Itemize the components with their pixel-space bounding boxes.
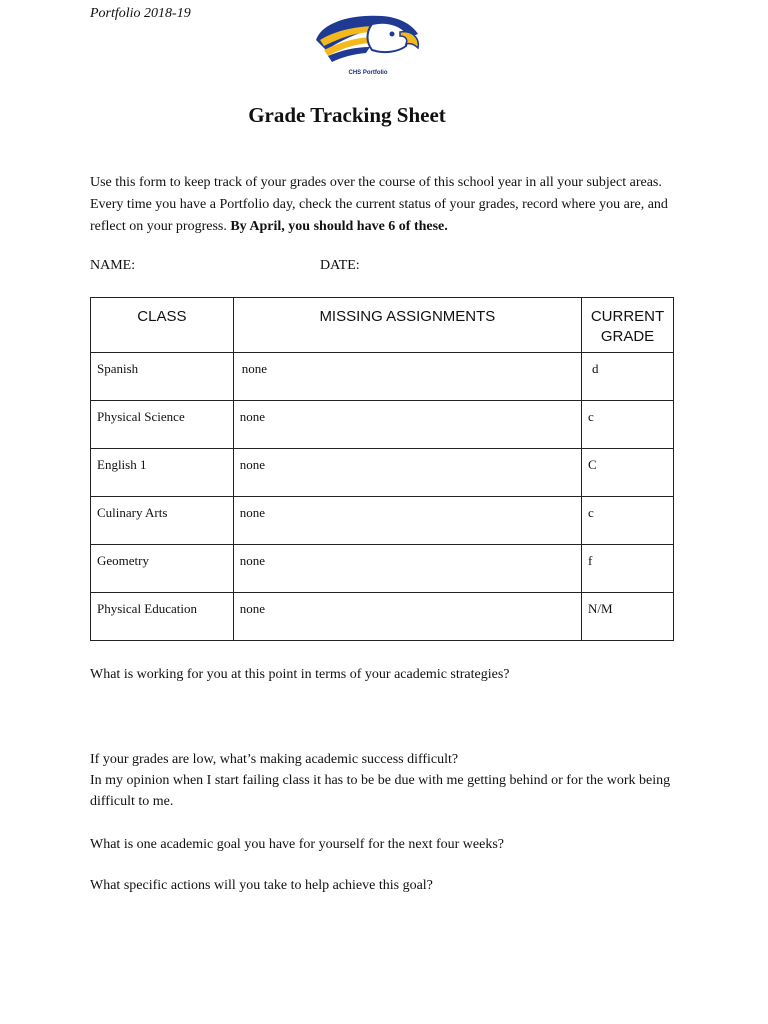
missing-cell: none	[233, 353, 581, 401]
class-cell: Culinary Arts	[91, 497, 234, 545]
grade-cell: c	[582, 497, 674, 545]
header-missing-assignments: MISSING ASSIGNMENTS	[233, 298, 581, 353]
name-label: NAME:	[90, 258, 136, 273]
date-label: DATE:	[320, 258, 360, 273]
table-row	[91, 545, 674, 593]
page-title: Grade Tracking Sheet	[248, 103, 446, 127]
missing-cell: none	[233, 401, 581, 449]
table-row	[91, 401, 674, 449]
table-row	[91, 449, 674, 497]
question-academic-goal: What is one academic goal you have for yourself for the next four weeks?	[90, 837, 505, 852]
missing-cell: none	[233, 545, 581, 593]
table-row	[91, 353, 674, 401]
class-cell: Geometry	[91, 545, 234, 593]
class-cell: Physical Science	[91, 401, 234, 449]
grade-table	[90, 297, 674, 641]
grade-cell: c	[582, 401, 674, 449]
question-academic-difficulty: If your grades are low, what’s making academic success difficult?	[90, 752, 459, 767]
missing-cell: none	[233, 449, 581, 497]
answer-academic-difficulty: In my opinion when I start failing class it has to be be due with me getting behind or for the work being difficult to me.	[90, 773, 671, 809]
logo-caption: CHS Portfolio	[348, 70, 388, 76]
intro-text: Use this form to keep track of your grades over the course of this school year in all your subject areas. Every time you have a Portfolio day, check the current status of your grades, record where you are, and reflect on your progress.	[90, 175, 668, 234]
intro-bold-text: By April, you should have 6 of these.	[230, 219, 448, 234]
table-row	[91, 497, 674, 545]
table-row	[91, 593, 674, 641]
class-cell: English 1	[91, 449, 234, 497]
grade-cell: N/M	[582, 593, 674, 641]
grade-cell: f	[582, 545, 674, 593]
missing-cell: none	[233, 497, 581, 545]
header-class: CLASS	[91, 298, 234, 353]
portfolio-year-header: Portfolio 2018-19	[90, 6, 191, 21]
question-specific-actions: What specific actions will you take to help achieve this goal?	[90, 878, 433, 893]
table-header-row	[91, 298, 674, 353]
header-current-grade: CURRENT GRADE	[582, 298, 674, 353]
grade-cell: d	[582, 353, 674, 401]
intro-paragraph	[90, 172, 680, 238]
class-cell: Spanish	[91, 353, 234, 401]
missing-cell: none	[233, 593, 581, 641]
grade-cell: C	[582, 449, 674, 497]
eagle-icon	[312, 10, 424, 70]
question-academic-strategies: What is working for you at this point in terms of your academic strategies?	[90, 667, 510, 682]
eagle-logo	[312, 10, 424, 86]
class-cell: Physical Education	[91, 593, 234, 641]
